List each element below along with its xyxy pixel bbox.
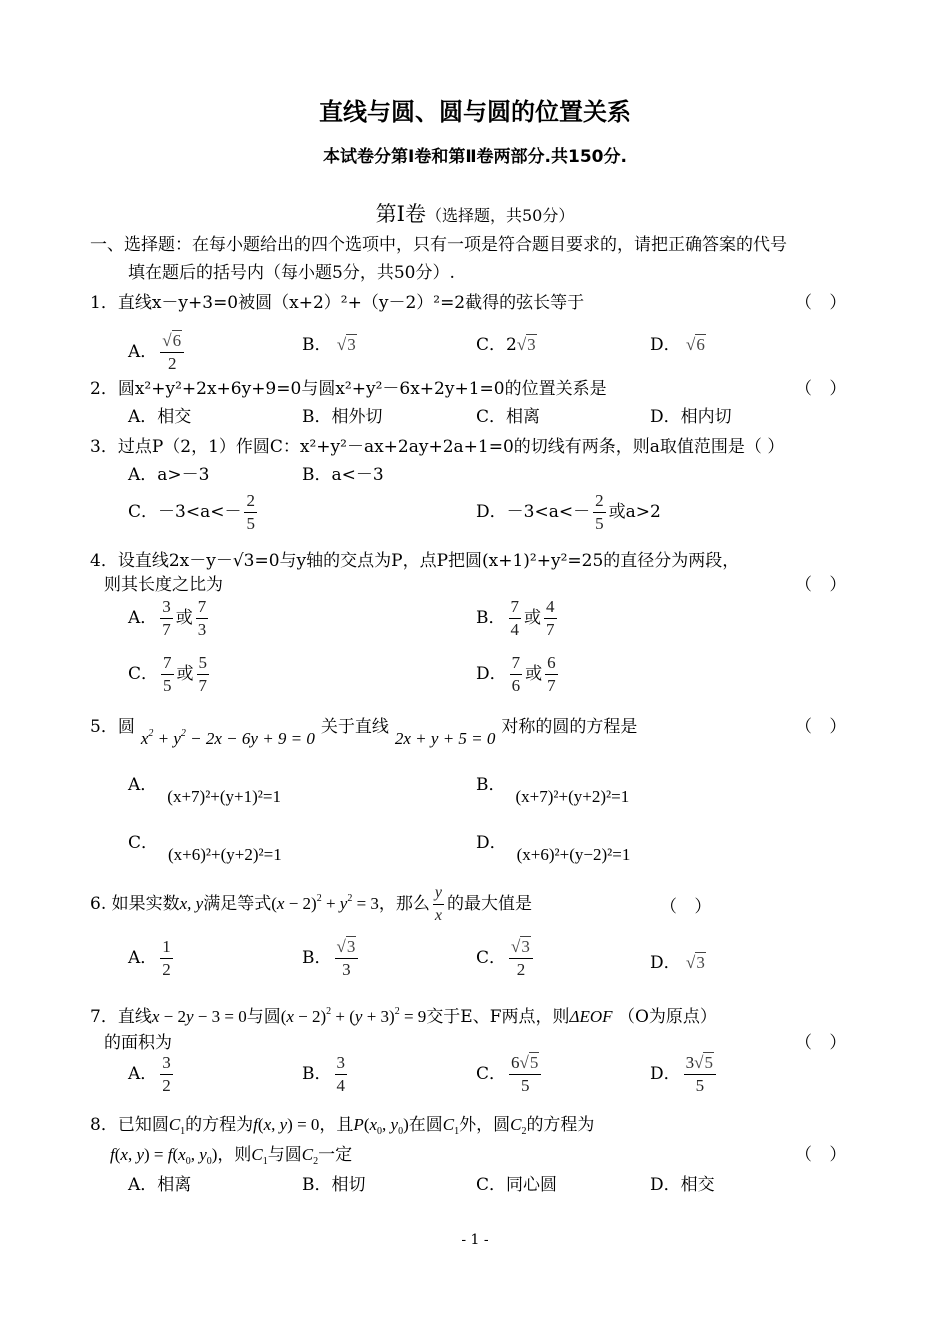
q6-option-b: B． $\frac{√3}{3}$ (302, 936, 361, 981)
question-4-line-2: 则其长度之比为 (104, 575, 223, 595)
q5-option-b: B．(x+7)²+(y+2)²=1 (476, 775, 630, 806)
q3-option-c: C．－3<a<－ $\frac{2}{5}$ (128, 491, 255, 533)
page-subtitle: 本试卷分第Ⅰ卷和第Ⅱ卷两部分.共150分. (323, 147, 627, 167)
q2-option-a: A．相交 (128, 407, 192, 427)
q4-option-c: C． $\frac{7}{5}$ 或 $\frac{5}{7}$ (128, 653, 208, 695)
answer-paren-5: （ ） (795, 717, 853, 737)
q4-option-b: B． $\frac{7}{4}$ 或 $\frac{4}{7}$ (476, 597, 555, 639)
q6-option-a: A． $\frac{1}{2}$ (128, 937, 171, 979)
q8-option-c: C．同心圆 (476, 1175, 558, 1195)
q2-option-c: C．相离 (476, 407, 541, 427)
q7-option-d: D． $\frac{3√5}{5}$ (650, 1052, 719, 1097)
question-5: 5．圆$x^2 + y^2 - 2x - 6y + 9 = 0$关于直线2x + y + 5 = 0对称的圆的方程是 (90, 717, 638, 748)
q5-option-d: D．(x+6)²+(y−2)²=1 (476, 833, 631, 864)
q3-option-b: B．a<－3 (302, 465, 384, 485)
answer-paren-4: （ ） (795, 575, 853, 595)
question-7-line-2: 的面积为 (104, 1033, 172, 1053)
q7-option-a: A． $\frac{3}{2}$ (128, 1053, 171, 1095)
q3-option-a: A．a>－3 (128, 465, 210, 485)
q4-option-d: D． $\frac{7}{6}$ 或 $\frac{6}{7}$ (476, 653, 556, 695)
q2-option-d: D．相内切 (650, 407, 732, 427)
q5-option-a: A．(x+7)²+(y+1)²=1 (128, 775, 281, 806)
question-8-line-2: f(x, $y) = f(x_0$, $y_0$)，则$C_1$与圆$C_2$一定 (110, 1145, 353, 1167)
answer-paren-6: （ ） (660, 897, 718, 917)
question-8: 8．已知圆$C_1$的方程为f(x, y) = 0，且$P(x_0$, $y_0$)在圆$C_1$外，圆$C_2$的方程为 (90, 1115, 595, 1137)
q8-option-b: B．相切 (302, 1175, 366, 1195)
q5-option-c: C．(x+6)²+(y+2)²=1 (128, 833, 282, 864)
question-4: 4．设直线2x－y－√3=0与y轴的交点为P，点P把圆(x+1)²+y²=25的直径分为两段， (90, 551, 740, 571)
page-title: 直线与圆、圆与圆的位置关系 (319, 98, 631, 126)
q7-option-b: B． $\frac{3}{4}$ (302, 1053, 345, 1095)
q2-option-b: B．相外切 (302, 407, 383, 427)
answer-paren-8: （ ） (795, 1145, 853, 1165)
section-heading: 第Ⅰ卷（选择题，共50分） (375, 202, 575, 226)
q3-option-d: D．－3<a<－ $\frac{2}{5}$ 或a>2 (476, 491, 661, 533)
q1-option-d: D． √6 (650, 335, 705, 355)
question-3: 3．过点P（2，1）作圆C：x²+y²－ax+2ay+2a+1=0的切线有两条，则a取值范围是（ ） (90, 437, 785, 457)
answer-paren-2: （ ） (795, 379, 853, 399)
page-number: - 1 - (461, 1232, 489, 1248)
q8-option-d: D．相交 (650, 1175, 715, 1195)
question-7: 7．直线x − 2y − 3 = 0与圆$(x - 2)^2 + (y + 3)^2 = 9$交于E、F两点，则ΔEOF （O为原点） (90, 1006, 717, 1027)
answer-paren-1: （ ） (795, 293, 853, 313)
q1-option-b: B． √3 (302, 335, 356, 355)
q6-option-d: D． √3 (650, 953, 705, 973)
question-2: 2．圆x²+y²+2x+6y+9=0与圆x²+y²－6x+2y+1=0的位置关系是 (90, 379, 607, 399)
answer-paren-7: （ ） (795, 1033, 853, 1053)
q6-option-c: C． $\frac{√3}{2}$ (476, 936, 536, 981)
q8-option-a: A．相离 (128, 1175, 192, 1195)
q1-option-a: A． $\frac{√6}{2}$ (128, 330, 187, 375)
q7-option-c: C． $\frac{6√5}{5}$ (476, 1052, 544, 1097)
q1-option-c: C．2√3 (476, 335, 536, 355)
q4-option-a: A． $\frac{3}{7}$ 或 $\frac{7}{3}$ (128, 597, 207, 639)
question-1: 1．直线x－y+3=0被圆（x+2）²+（y－2）²=2截得的弦长等于 (90, 293, 585, 313)
question-6: 6. 如果实数x, y满足等式$(x - 2)^2 + y^2 = 3$，那么 $\frac{y}{x}$ 的最大值是 (90, 884, 533, 924)
instructions-line-2: 填在题后的括号内（每小题5分，共50分）. (128, 263, 455, 283)
instructions-line-1: 一、选择题：在每小题给出的四个选项中，只有一项是符合题目要求的，请把正确答案的代号 (90, 235, 787, 255)
